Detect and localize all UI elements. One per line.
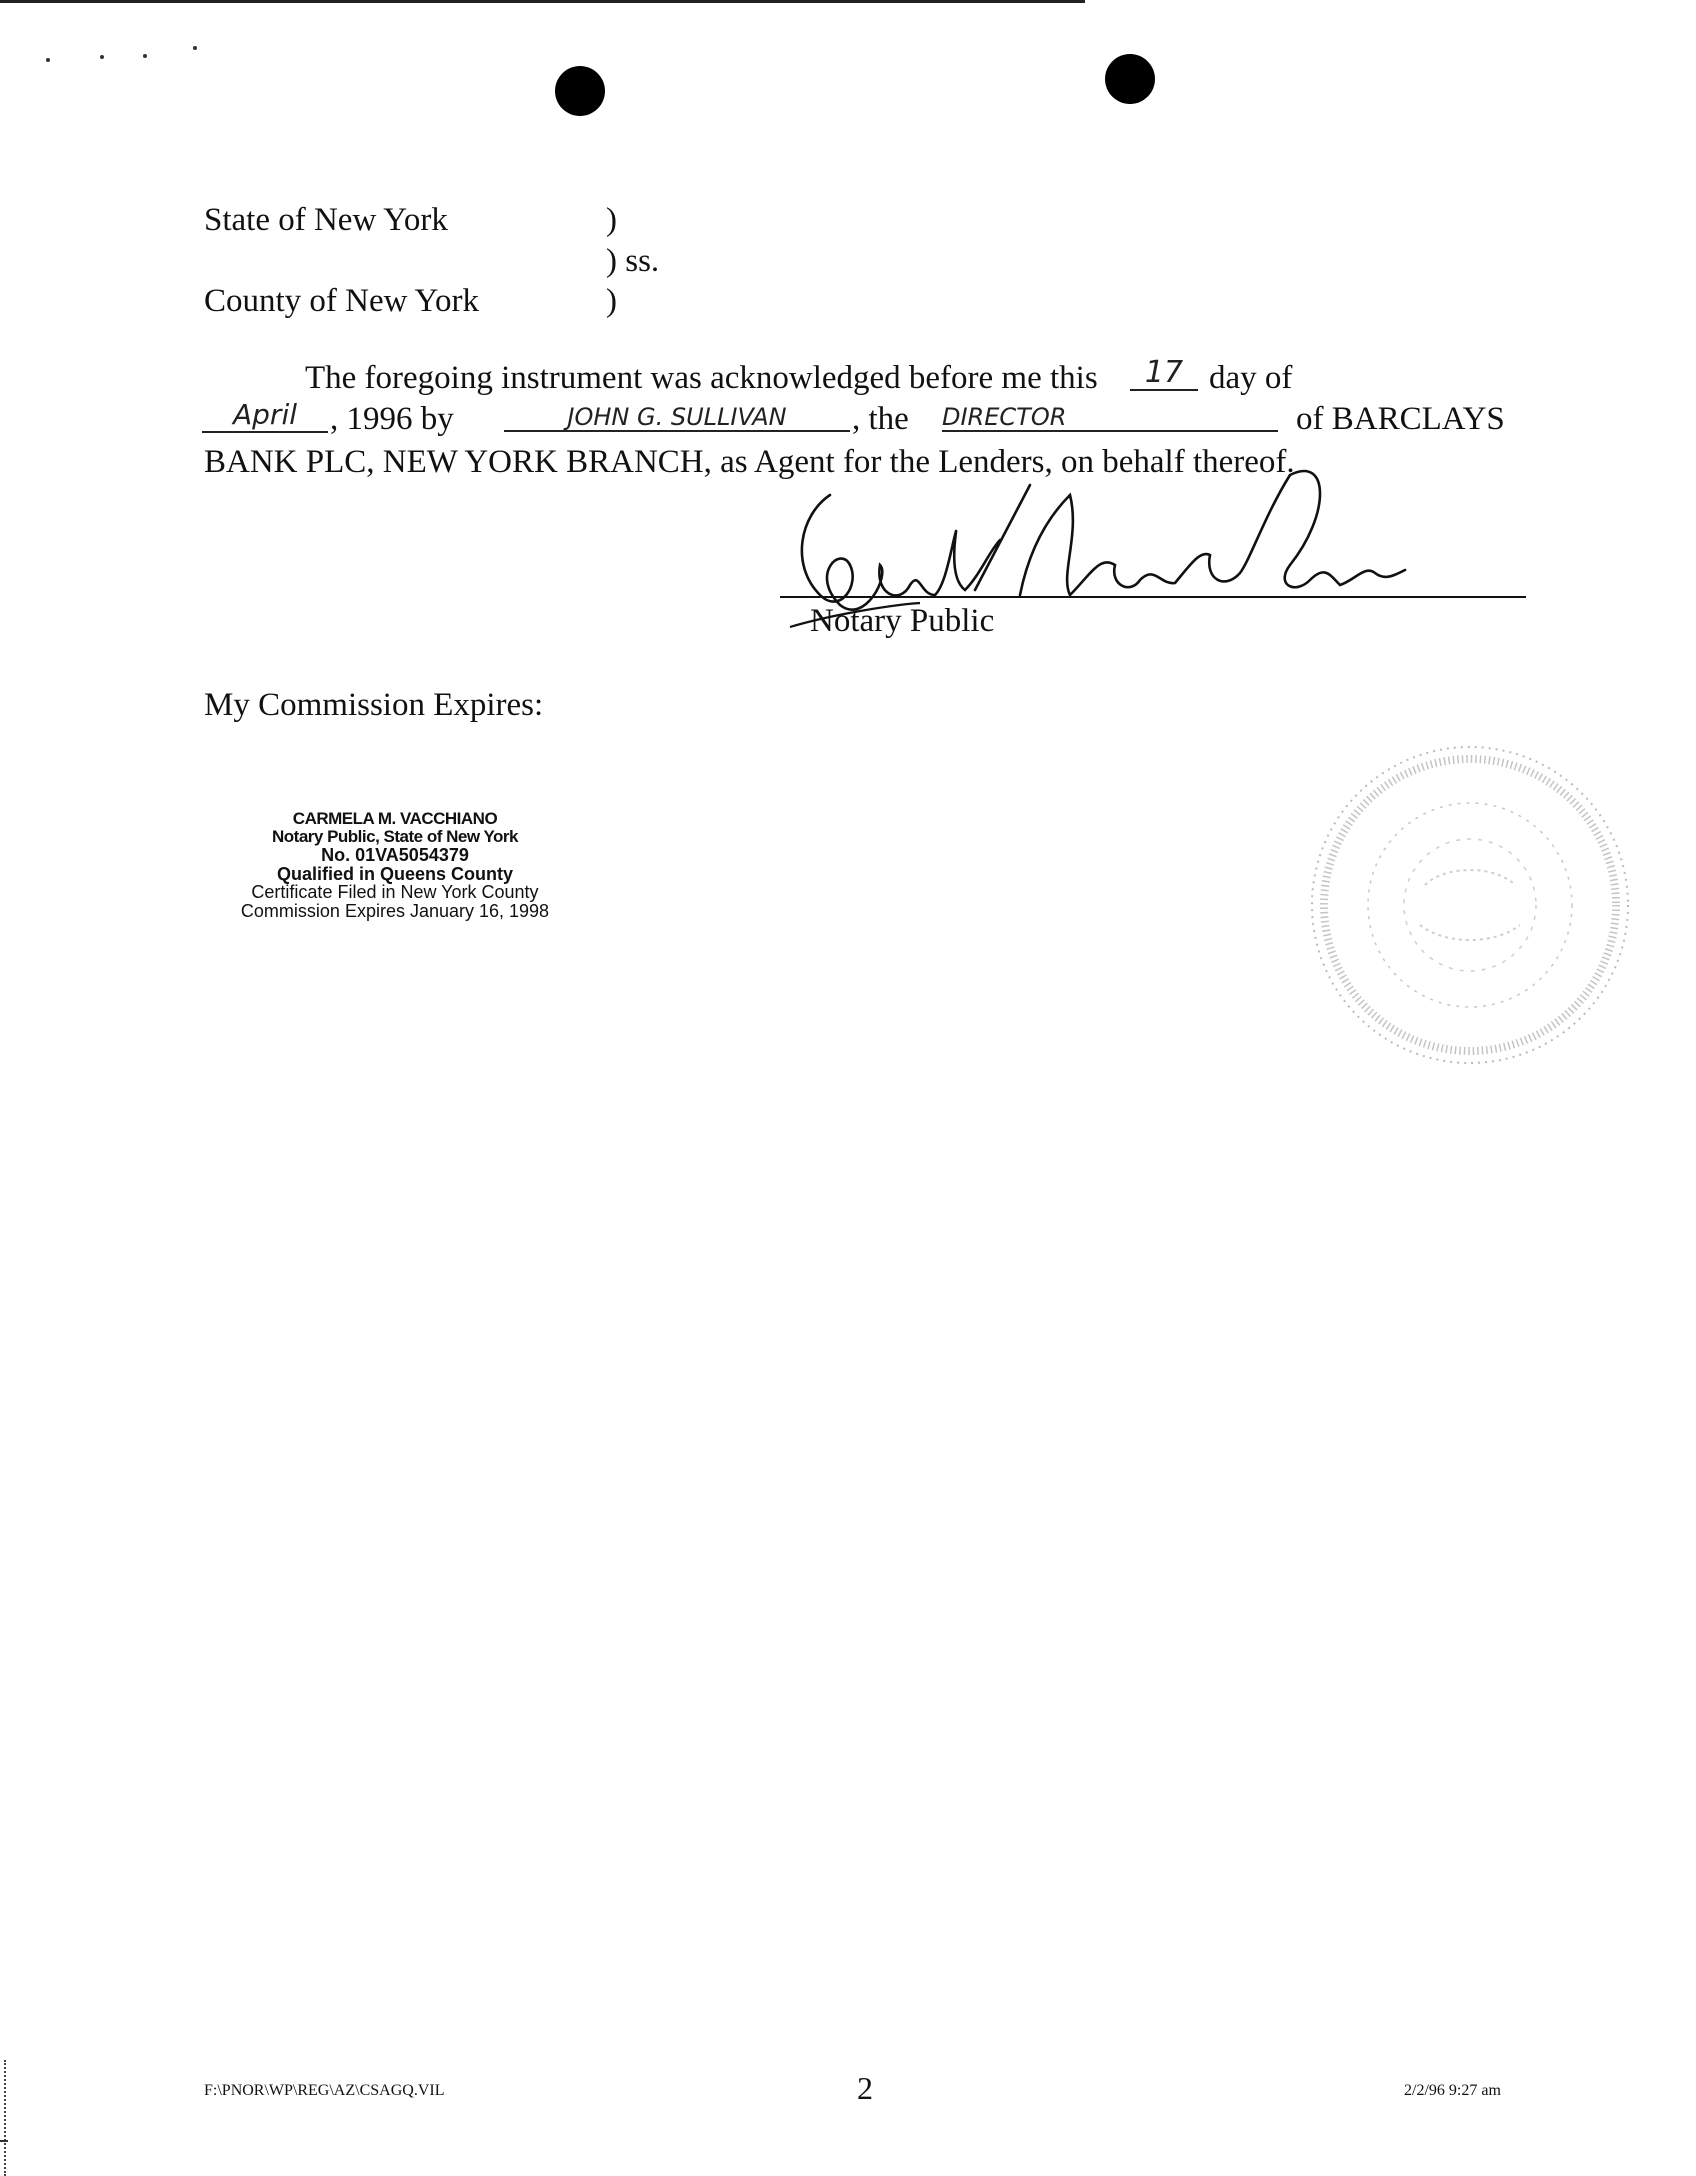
seal-center-marks [1420, 870, 1520, 940]
ack-line1: The foregoing instrument was acknowledged before me this [305, 360, 1098, 396]
footer-file-path: F:\PNOR\WP\REG\AZ\CSAGQ.VIL [204, 2082, 445, 2099]
scan-speck [100, 55, 104, 59]
ack-day-of: day of [1209, 360, 1293, 396]
commission-label: My Commission Expires: [204, 687, 544, 723]
seal-inner-ring [1368, 803, 1572, 1007]
ack-year-by: , 1996 by [330, 401, 454, 437]
scan-edge-mark [4, 2060, 8, 2176]
ack-of-barclays: of BARCLAYS [1296, 401, 1505, 437]
signature-stroke [802, 471, 1405, 610]
ack-the: , the [852, 401, 909, 437]
ack-title-value: DIRECTOR [942, 404, 1278, 432]
top-rule [0, 0, 1085, 3]
ack-line3: BANK PLC, NEW YORK BRANCH, as Agent for the Lenders, on behalf thereof. [204, 444, 1295, 480]
page-number: 2 [857, 2070, 873, 2106]
ack-month-field [202, 400, 328, 433]
venue-paren-top: ) [606, 202, 617, 238]
seal-outer-ring [1312, 747, 1628, 1063]
notary-stamp [190, 810, 600, 921]
seal-center-ring [1404, 839, 1536, 971]
scan-speck [46, 58, 50, 62]
venue-county: County of New York [204, 283, 480, 319]
scan-speck [193, 46, 197, 50]
ack-day-value: 17 [1130, 356, 1198, 391]
stamp-name: CARMELA M. VACCHIANO [292, 809, 498, 828]
stamp-line5: Certificate Filed in New York County [251, 882, 539, 903]
stamp-line3: No. 01VA5054379 [321, 844, 469, 865]
punch-hole-right [1105, 54, 1155, 104]
stamp-line6: Commission Expires January 16, 1998 [240, 901, 550, 922]
venue-paren-bottom: ) [606, 283, 617, 319]
scan-edge-tick [0, 2140, 8, 2142]
scan-speck [143, 54, 147, 58]
ack-person-field [504, 404, 850, 432]
venue-ss: ) ss. [606, 243, 660, 279]
ack-title-field [942, 404, 1278, 432]
embossed-seal [1295, 735, 1645, 1075]
ack-day-field [1130, 356, 1198, 391]
stamp-line2: Notary Public, State of New York [272, 826, 518, 846]
venue-state: State of New York [204, 202, 448, 238]
signature-line [780, 596, 1526, 598]
footer-timestamp: 2/2/96 9:27 am [1404, 2082, 1501, 2099]
punch-hole-left [555, 66, 605, 116]
ack-person-value: JOHN G. SULLIVAN [504, 404, 850, 432]
notary-public-label: Notary Public [810, 603, 995, 639]
ack-month-value: April [202, 400, 328, 433]
stamp-line4: Qualified in Queens County [276, 863, 514, 884]
